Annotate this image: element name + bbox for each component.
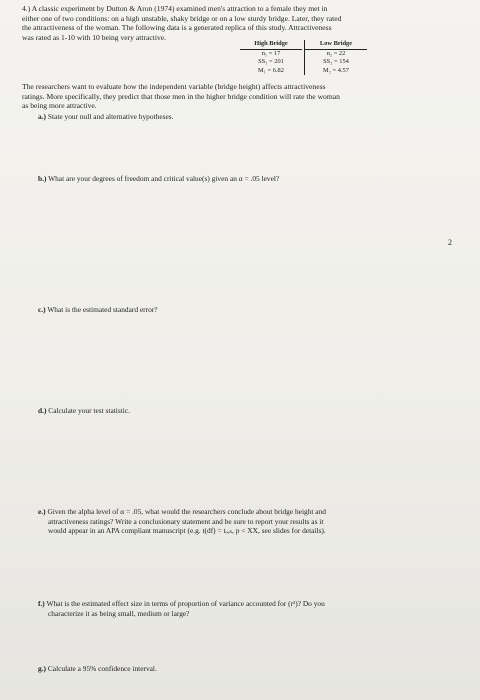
page-number: 2 — [448, 238, 452, 247]
question-g — [38, 664, 157, 674]
low-bridge-header: Low Bridge — [305, 40, 367, 50]
statement-line: The researchers want to evaluate how the independent variable (bridge height) affects attractiveness — [22, 82, 326, 91]
low-bridge-n: n₂ = 22 — [326, 49, 346, 57]
low-bridge-ss: SS₂ = 154 — [323, 58, 349, 66]
question-d-label: d.) — [38, 406, 47, 415]
high-bridge-n: n₁ = 17 — [261, 49, 281, 57]
question-e — [38, 507, 326, 536]
statement-line: ratings. More specifically, they predict that those men in the higher bridge condition will rate the woman — [22, 91, 340, 101]
low-bridge-mean: M₂ = 4.57 — [323, 66, 349, 74]
intro-line: either one of two conditions: on a high unstable, shaky bridge or on a low sturdy bridge. Later, they rated — [22, 13, 342, 23]
question-a — [38, 112, 173, 122]
question-a-label: a.) — [38, 112, 47, 121]
question-c-label: c.) — [38, 305, 46, 314]
low-bridge-column — [304, 40, 367, 75]
question-b — [38, 174, 279, 184]
question-c-text: What is the estimated standard error? — [47, 305, 158, 314]
high-bridge-ss: SS₁ = 201 — [258, 58, 284, 66]
question-e-line: Given the alpha level of α = .05, what would the researchers conclude about bridge height and — [47, 507, 326, 516]
statement-line: as being more attractive. — [22, 101, 97, 111]
question-e-line: attractiveness ratings? Write a conclusionary statement and be sure to report your results as it — [48, 516, 324, 526]
question-b-text: What are your degrees of freedom and critical value(s) given an α = .05 level? — [48, 174, 280, 183]
high-bridge-header: High Bridge — [240, 40, 302, 50]
question-f-line: What is the estimated effect size in terms of proportion of variance accounted for (r²)? Do you — [46, 599, 325, 608]
high-bridge-column — [240, 40, 302, 75]
question-d-text: Calculate your test statistic. — [48, 406, 130, 415]
question-f-label: f.) — [38, 599, 45, 608]
research-statement — [22, 82, 340, 111]
problem-intro — [22, 4, 341, 42]
question-f-line: characterize it as being small, medium or large? — [48, 608, 190, 618]
question-a-text: State your null and alternative hypotheses. — [47, 112, 174, 121]
high-bridge-mean: M₁ = 6.82 — [258, 66, 284, 74]
intro-line: the attractiveness of the woman. The following data is a generated replica of this study. Attractiveness — [22, 23, 332, 33]
question-e-line: would appear in an APA compliant manuscript (e.g. t(df) = tₒₑₛ, p < XX, see slides for details). — [48, 526, 326, 536]
question-c — [38, 305, 158, 315]
question-e-label: e.) — [38, 507, 46, 516]
question-g-label: g.) — [38, 664, 47, 673]
question-f — [38, 599, 325, 618]
question-g-text: Calculate a 95% confidence interval. — [47, 664, 157, 673]
intro-line: was rated as 1-10 with 10 being very attractive. — [22, 32, 167, 42]
intro-line: 4.) A classic experiment by Dutton & Aron (1974) examined men's attraction to a female they met in — [22, 4, 328, 13]
question-d — [38, 406, 130, 416]
question-b-label: b.) — [38, 174, 47, 183]
